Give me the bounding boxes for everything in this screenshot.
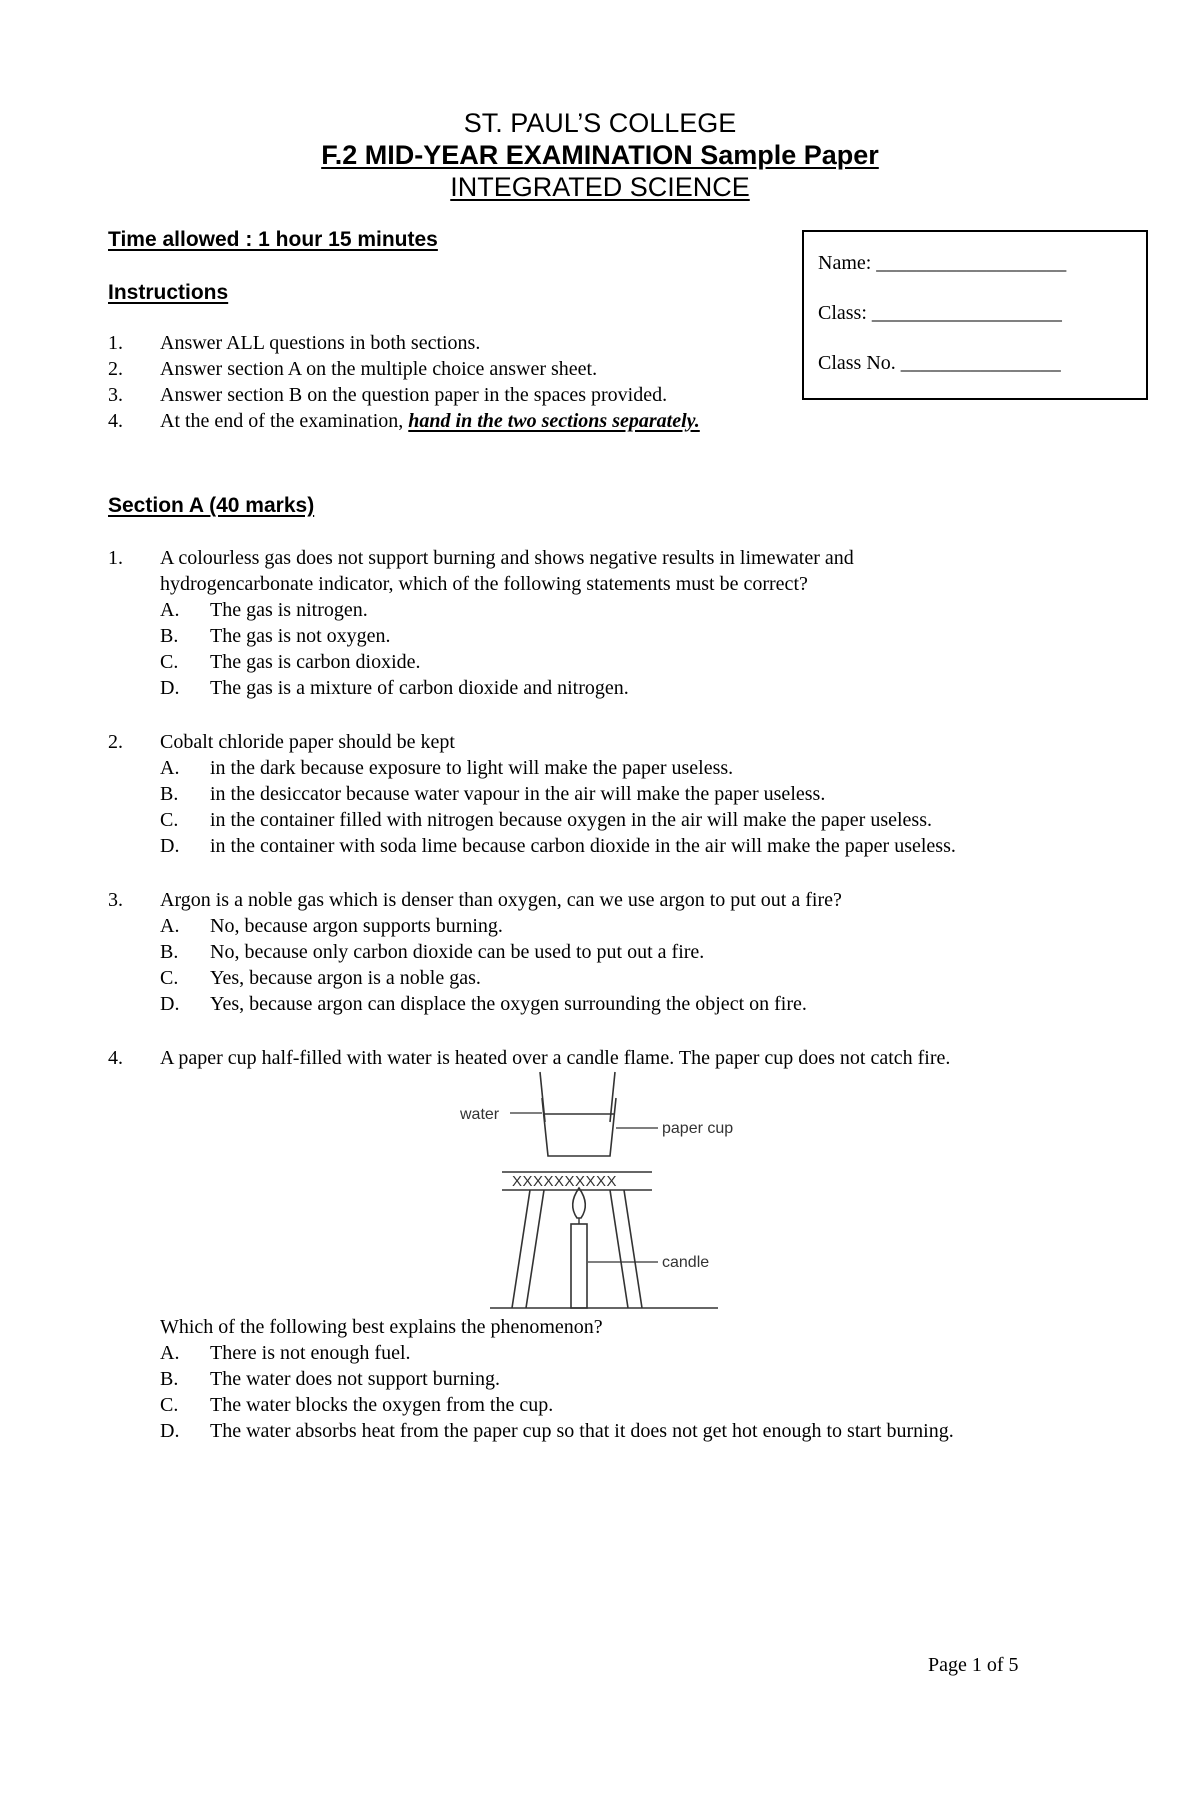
option: A. There is not enough fuel.: [160, 1342, 411, 1364]
instruction-item: 2. Answer section A on the multiple choice answer sheet.: [108, 358, 598, 380]
gauze-label: XXXXXXXXXX: [512, 1173, 618, 1190]
tripod-left-leg-inner: [526, 1190, 544, 1308]
exam-title: F.2 MID-YEAR EXAMINATION Sample Paper: [321, 140, 879, 170]
candle-label: candle: [662, 1254, 710, 1271]
tripod-left-leg: [512, 1190, 530, 1308]
instruction-emphasis: hand in the two sections separately.: [408, 410, 700, 432]
question-4-options: [160, 1314, 1120, 1444]
option: C. The water blocks the oxygen from the cup.: [160, 1394, 554, 1416]
instruction-item: 4. At the end of the examination, hand in the two sections separately.: [108, 410, 700, 432]
class-no-field[interactable]: Class No. ________________: [818, 352, 1061, 374]
option: B. The water does not support burning.: [160, 1368, 500, 1390]
candle-shape: [571, 1224, 587, 1308]
subject-title: INTEGRATED SCIENCE: [450, 172, 750, 202]
paper-cup-label: paper cup: [662, 1120, 734, 1137]
paper-cup-shape: [542, 1098, 616, 1156]
section-a-heading: Section A (40 marks): [108, 494, 315, 517]
tripod-right-leg-outer: [624, 1190, 642, 1308]
student-info-box: [802, 230, 1148, 400]
option: D. The water absorbs heat from the paper cup so that it does not get hot enough to start burning.: [160, 1420, 954, 1442]
instructions-heading: Instructions: [108, 281, 229, 304]
time-allowed: Time allowed : 1 hour 15 minutes: [108, 228, 438, 251]
class-field[interactable]: Class: ___________________: [818, 302, 1062, 324]
page-number: Page 1 of 5: [928, 1654, 1019, 1676]
instruction-item: 3. Answer section B on the question paper in the spaces provided.: [108, 384, 668, 406]
instructions-list: [108, 330, 808, 434]
school-name: ST. PAUL’S COLLEGE: [463, 108, 737, 138]
flame-shape: [573, 1188, 586, 1218]
tripod-right-leg: [610, 1190, 628, 1308]
name-field[interactable]: Name: ___________________: [818, 252, 1067, 274]
cup-candle-figure: [440, 1070, 740, 1320]
instruction-item: 1. Answer ALL questions in both sections.: [108, 332, 481, 354]
question-4-follow-up: Which of the following best explains the phenomenon?: [160, 1316, 603, 1338]
water-label: water: [460, 1106, 500, 1123]
